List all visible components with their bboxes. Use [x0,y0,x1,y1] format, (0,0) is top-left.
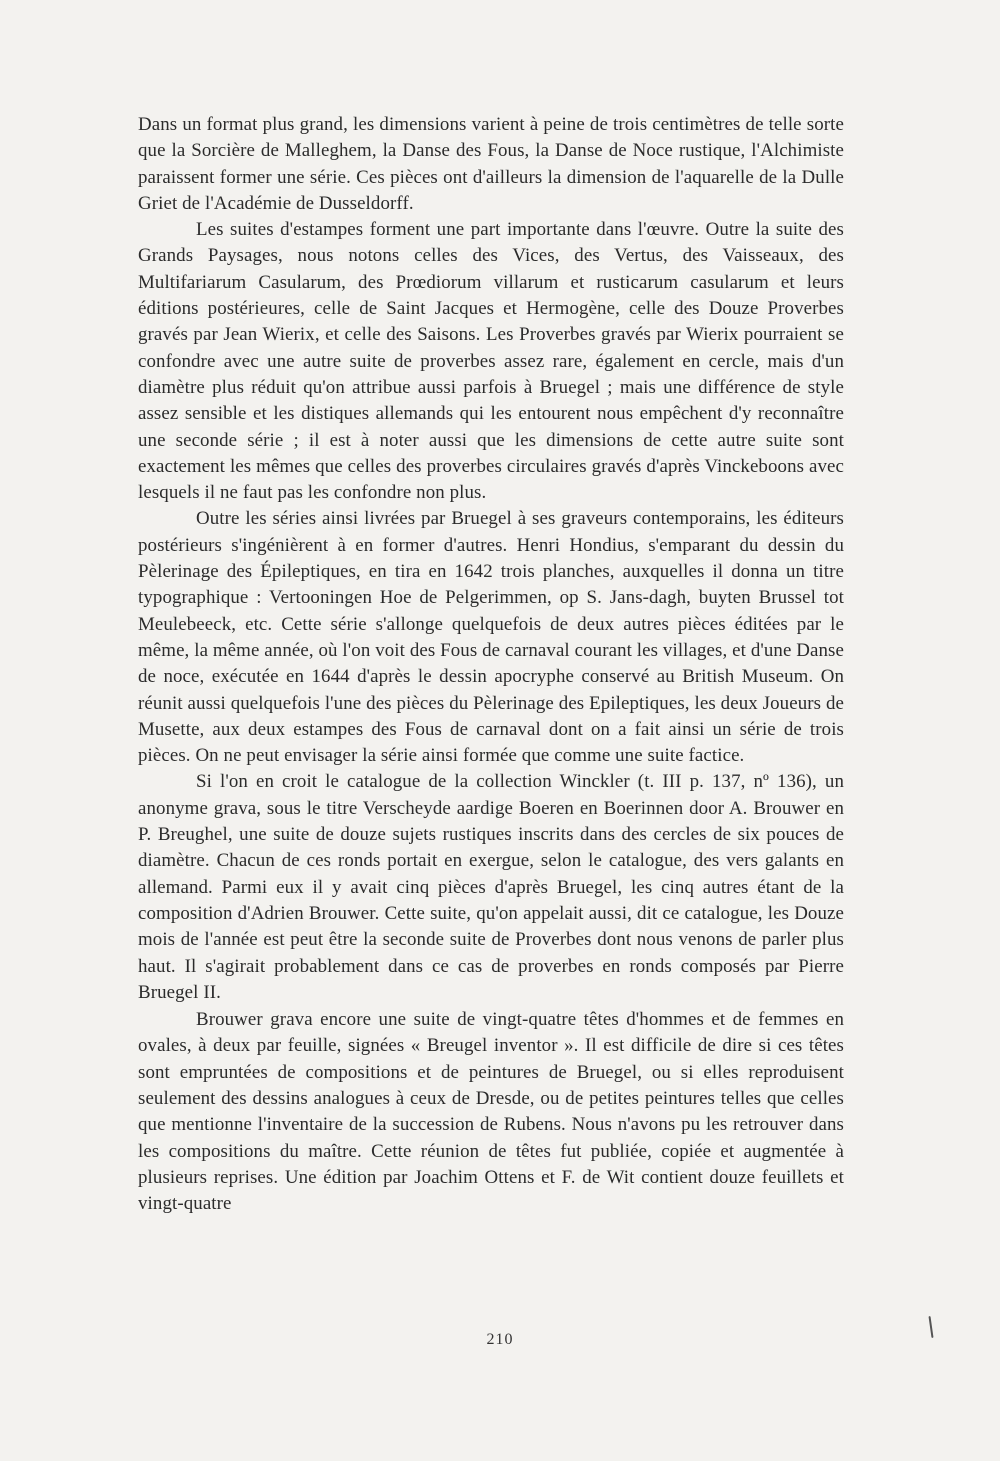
paragraph-5: Brouwer grava encore une suite de vingt-quatre têtes d'hommes et de femmes en ovales, à deux par feuille, signées « Breugel inventor ». Il est difficile de dire si ces têtes sont empruntées de compositions et de peintures de Bruegel, ou si elles reproduisent seulement des dessins analogues à ceux de Dresde, ou de petites peintures telles que celles que mentionne l'inventaire de la succession de Rubens. Nous n'avons pu les retrouver dans les compositions du maître. Cette réunion de têtes fut publiée, copiée et augmentée à plusieurs reprises. Une édition par Joachim Ottens et F. de Wit contient douze feuillets et vingt-quatre [138,1009,844,1215]
paragraph-4: Si l'on en croit le catalogue de la collection Winckler (t. III p. 137, nº 136), un anonyme grava, sous le titre Verscheyde aardige Boeren en Boerinnen door A. Brouwer en P. Breughel, une suite de douze sujets rustiques inscrits dans des cercles de six pouces de diamètre. Chacun de ces ronds portait en exergue, selon le catalogue, des vers galants en allemand. Parmi eux il y avait cinq pièces d'après Bruegel, les cinq autres étant de la composition d'Adrien Brouwer. Cette suite, qu'on appelait aussi, dit ce catalogue, les Douze mois de l'année est peut être la seconde suite de Proverbes dont nous venons de parler plus haut. Il s'agirait probablement dans ce cas de proverbes en ronds composés par Pierre Bruegel II. [138,771,844,1003]
page-number: 210 [486,1331,514,1348]
body-text [138,112,844,1217]
paragraph-3: Outre les séries ainsi livrées par Bruegel à ses graveurs contemporains, les éditeurs postérieurs s'ingénièrent à en former d'autres. Henri Hondius, s'emparant du dessin du Pèlerinage des Épileptiques, en tira en 1642 trois planches, auxquelles il donna un titre typographique : Vertooningen Hoe de Pelgerimmen, op S. Jans-dagh, buyten Brussel tot Meulebeeck, etc. Cette série s'allonge quelquefois de deux autres pièces éditées par le même, la même année, où l'on voit des Fous de carnaval courant les villages, et d'une Danse de noce, exécutée en 1644 d'après le dessin apocryphe conservé au British Museum. On réunit aussi quelquefois l'une des pièces du Pèlerinage des Epileptiques, les deux Joueurs de Musette, aux deux estampes des Fous de carnaval dont on a fait ainsi un série de trois pièces. On ne peut envisager la série ainsi formée que comme une suite factice. [138,508,844,767]
paragraph-1: Dans un format plus grand, les dimensions varient à peine de trois centimètres de telle sorte que la Sorcière de Malleghem, la Danse des Fous, la Danse de Noce rustique, l'Alchimiste paraissent former une série. Ces pièces ont d'ailleurs la dimension de l'aquarelle de la Dulle Griet de l'Académie de Dusseldorff. [138,114,844,214]
paragraph-2: Les suites d'estampes forment une part importante dans l'œuvre. Outre la suite des Grands Paysages, nous notons celles des Vices, des Vertus, des Vaisseaux, des Multifariarum Casularum, des Prœdiorum villarum et rusticarum casularum et leurs éditions postérieures, celle de Saint Jacques et Hermogène, celle des Douze Proverbes gravés par Jean Wierix, et celle des Saisons. Les Proverbes gravés par Wierix pourraient se confondre avec une autre suite de proverbes assez rare, également en cercle, mais d'un diamètre plus réduit qu'on attribue aussi parfois à Bruegel ; mais une différence de style assez sensible et les distiques allemands qui les entourent nous empêchent d'y reconnaître une seconde série ; il est à noter aussi que les dimensions de cette autre suite sont exactement les mêmes que celles des proverbes circulaires gravés d'après Vinckeboons avec lesquels il ne faut pas les confondre non plus. [138,219,844,504]
